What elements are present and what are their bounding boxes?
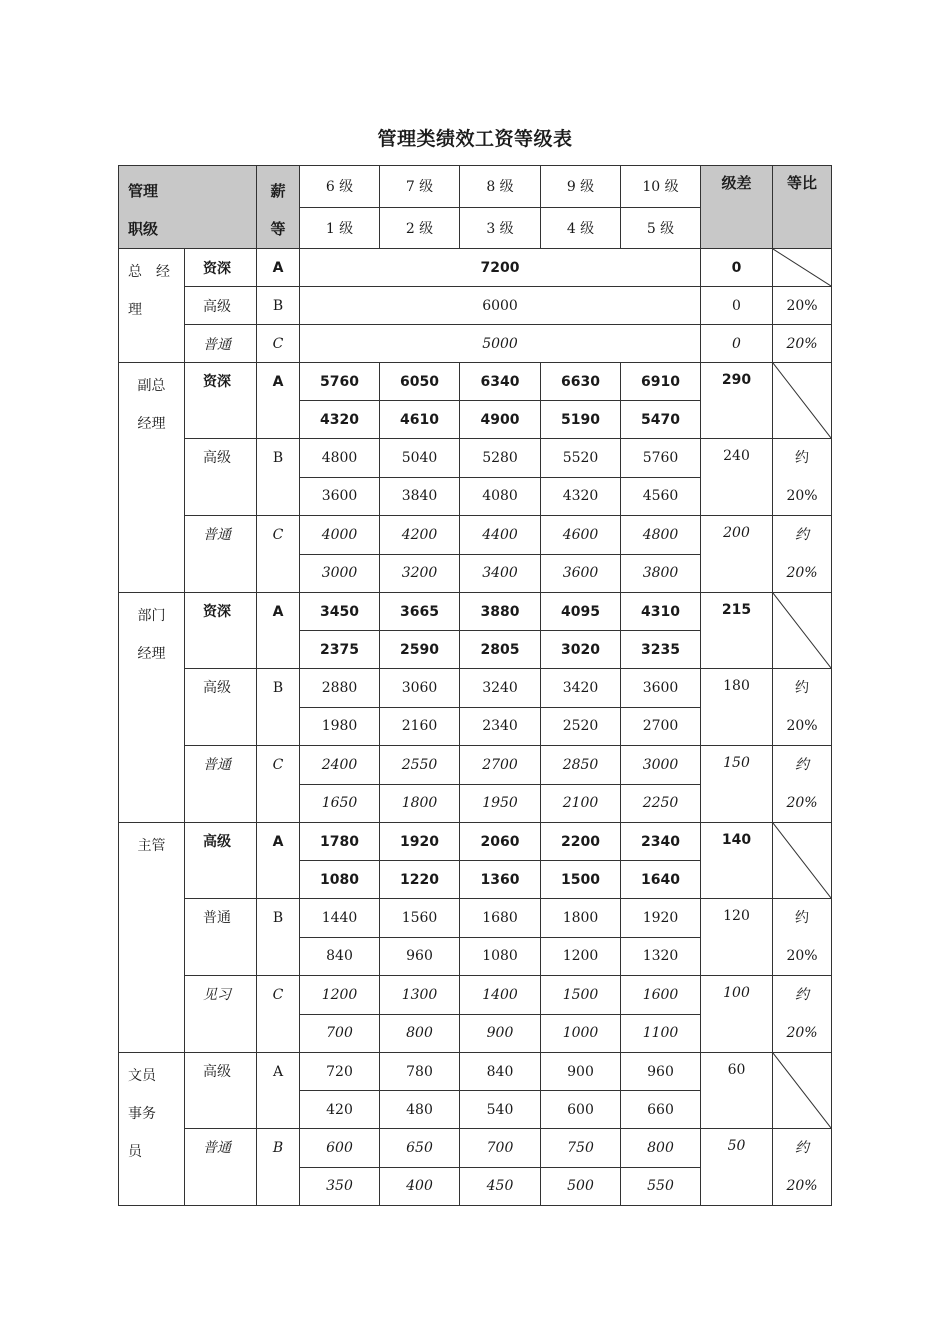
category-line: 副总 — [137, 378, 166, 394]
salary-cell: 650 — [380, 1129, 460, 1168]
ratio-empty-diagonal — [773, 1053, 832, 1129]
salary-cell: 4400 — [460, 516, 541, 555]
salary-cell: 1800 — [541, 899, 621, 938]
pay-code: A — [257, 249, 300, 287]
dm-high-row-1 — [119, 669, 832, 708]
salary-cell: 3060 — [380, 669, 460, 708]
salary-cell: 2400 — [300, 746, 380, 785]
salary-cell: 2250 — [621, 784, 701, 823]
ratio-approx: 约 — [795, 910, 810, 926]
header-row-1 — [119, 166, 832, 208]
salary-cell: 3020 — [541, 631, 621, 669]
salary-cell: 600 — [300, 1129, 380, 1168]
subgrade-label: 高级 — [185, 669, 257, 746]
salary-cell: 2590 — [380, 631, 460, 669]
pay-code: A — [257, 1053, 300, 1129]
salary-cell: 4320 — [300, 401, 380, 439]
salary-cell: 1200 — [300, 976, 380, 1015]
gm-row-normal — [119, 325, 832, 363]
vp-senior-row-1 — [119, 363, 832, 401]
pay-code: A — [257, 593, 300, 669]
pay-code: B — [257, 439, 300, 516]
ratio-approx: 约 — [795, 987, 810, 1003]
grade-diff: 150 — [701, 746, 773, 823]
pay-code: A — [257, 363, 300, 439]
pay-code: A — [257, 823, 300, 899]
salary-cell: 700 — [460, 1129, 541, 1168]
salary-cell: 4610 — [380, 401, 460, 439]
salary-cell: 540 — [460, 1091, 541, 1129]
category-line: 文员 — [128, 1068, 156, 1084]
header-role-line-1: 管理 — [128, 182, 159, 200]
header-pay-line-1: 薪 — [270, 182, 286, 200]
dm-normal-row-1 — [119, 746, 832, 785]
pay-code: C — [257, 746, 300, 823]
dm-senior-row-1 — [119, 593, 832, 631]
ratio-percent: 20% — [786, 1178, 818, 1194]
ratio-value — [773, 1129, 832, 1206]
salary-cell: 1080 — [300, 861, 380, 899]
salary-cell: 960 — [380, 937, 460, 976]
salary-cell: 3800 — [621, 554, 701, 593]
category-line: 总 经 — [128, 264, 170, 280]
salary-cell: 3400 — [460, 554, 541, 593]
salary-cell: 3240 — [460, 669, 541, 708]
salary-cell: 900 — [541, 1053, 621, 1091]
ratio-empty-diagonal — [773, 363, 832, 439]
header-pay-line-2: 等 — [270, 220, 286, 238]
salary-cell: 350 — [300, 1167, 380, 1206]
salary-cell: 3600 — [541, 554, 621, 593]
ratio-value — [773, 976, 832, 1053]
category-line: 部门 — [137, 608, 166, 624]
salary-cell: 1320 — [621, 937, 701, 976]
salary-cell: 1500 — [541, 861, 621, 899]
salary-cell: 2340 — [460, 707, 541, 746]
category-deputy-gm — [119, 363, 185, 593]
subgrade-label: 资深 — [185, 249, 257, 287]
salary-cell: 1400 — [460, 976, 541, 1015]
grade-diff: 0 — [701, 287, 773, 325]
salary-cell: 4080 — [460, 477, 541, 516]
salary-value: 7200 — [300, 249, 701, 287]
subgrade-label: 资深 — [185, 593, 257, 669]
salary-cell: 1920 — [621, 899, 701, 938]
salary-cell: 3600 — [621, 669, 701, 708]
category-line: 经理 — [137, 646, 166, 662]
ratio-empty-diagonal — [773, 593, 832, 669]
category-line: 事务 — [128, 1106, 156, 1122]
salary-cell: 550 — [621, 1167, 701, 1206]
header-pay-grade — [257, 166, 300, 249]
salary-cell: 1440 — [300, 899, 380, 938]
salary-cell: 6910 — [621, 363, 701, 401]
pay-code: B — [257, 287, 300, 325]
sup-normal-row-1 — [119, 899, 832, 938]
salary-cell: 2100 — [541, 784, 621, 823]
salary-cell: 2340 — [621, 823, 701, 861]
subgrade-label: 资深 — [185, 363, 257, 439]
grade-diff: 0 — [701, 249, 773, 287]
ratio-approx: 约 — [795, 757, 810, 773]
subgrade-label: 普通 — [185, 516, 257, 593]
salary-cell: 1200 — [541, 937, 621, 976]
salary-cell: 3600 — [300, 477, 380, 516]
sup-trainee-row-1 — [119, 976, 832, 1015]
subgrade-label: 普通 — [185, 746, 257, 823]
level-header: 8 级 — [460, 166, 541, 208]
pay-code: C — [257, 976, 300, 1053]
subgrade-label: 普通 — [185, 899, 257, 976]
salary-cell: 5040 — [380, 439, 460, 478]
subgrade-label: 普通 — [185, 325, 257, 363]
salary-cell: 1920 — [380, 823, 460, 861]
pay-code: B — [257, 1129, 300, 1206]
salary-cell: 2880 — [300, 669, 380, 708]
salary-cell: 400 — [380, 1167, 460, 1206]
gm-row-high — [119, 287, 832, 325]
ratio-approx: 约 — [795, 527, 810, 543]
subgrade-label: 高级 — [185, 1053, 257, 1129]
header-grade-diff: 级差 — [701, 166, 773, 249]
ratio-approx: 约 — [795, 450, 810, 466]
grade-diff: 140 — [701, 823, 773, 899]
pay-code: B — [257, 899, 300, 976]
vp-high-row-1 — [119, 439, 832, 478]
sup-high-row-1 — [119, 823, 832, 861]
pay-code: C — [257, 325, 300, 363]
salary-cell: 4600 — [541, 516, 621, 555]
salary-grade-table — [118, 165, 832, 1206]
vp-normal-row-1 — [119, 516, 832, 555]
salary-cell: 1980 — [300, 707, 380, 746]
salary-cell: 3840 — [380, 477, 460, 516]
salary-cell: 4800 — [300, 439, 380, 478]
ratio-percent: 20% — [786, 1025, 818, 1041]
salary-cell: 1360 — [460, 861, 541, 899]
subgrade-label: 高级 — [185, 439, 257, 516]
category-supervisor — [119, 823, 185, 1053]
salary-cell: 6050 — [380, 363, 460, 401]
ratio-value: 20% — [773, 287, 832, 325]
grade-diff: 180 — [701, 669, 773, 746]
header-role-level — [119, 166, 257, 249]
category-clerk — [119, 1053, 185, 1206]
salary-cell: 1950 — [460, 784, 541, 823]
grade-diff: 120 — [701, 899, 773, 976]
salary-cell: 2375 — [300, 631, 380, 669]
salary-cell: 4200 — [380, 516, 460, 555]
salary-cell: 3235 — [621, 631, 701, 669]
salary-cell: 4095 — [541, 593, 621, 631]
ratio-approx: 约 — [795, 680, 810, 696]
salary-cell: 3000 — [621, 746, 701, 785]
salary-cell: 2200 — [541, 823, 621, 861]
ratio-approx: 约 — [795, 1140, 810, 1156]
salary-cell: 3420 — [541, 669, 621, 708]
subgrade-label: 普通 — [185, 1129, 257, 1206]
category-department-manager — [119, 593, 185, 823]
salary-cell: 1300 — [380, 976, 460, 1015]
salary-cell: 3000 — [300, 554, 380, 593]
salary-cell: 4000 — [300, 516, 380, 555]
pay-code: C — [257, 516, 300, 593]
salary-cell: 3665 — [380, 593, 460, 631]
salary-cell: 900 — [460, 1014, 541, 1053]
salary-cell: 2805 — [460, 631, 541, 669]
salary-cell: 4800 — [621, 516, 701, 555]
ratio-percent: 20% — [786, 718, 818, 734]
ratio-value — [773, 899, 832, 976]
gm-row-senior — [119, 249, 832, 287]
grade-diff: 60 — [701, 1053, 773, 1129]
salary-cell: 4310 — [621, 593, 701, 631]
salary-cell: 1780 — [300, 823, 380, 861]
salary-cell: 3200 — [380, 554, 460, 593]
grade-diff: 100 — [701, 976, 773, 1053]
salary-value: 6000 — [300, 287, 701, 325]
salary-cell: 4900 — [460, 401, 541, 439]
salary-cell: 800 — [380, 1014, 460, 1053]
ratio-percent: 20% — [786, 948, 818, 964]
salary-cell: 2700 — [460, 746, 541, 785]
salary-cell: 1650 — [300, 784, 380, 823]
ratio-empty-diagonal — [773, 249, 832, 287]
grade-diff: 50 — [701, 1129, 773, 1206]
level-header: 9 级 — [541, 166, 621, 208]
salary-cell: 660 — [621, 1091, 701, 1129]
salary-cell: 700 — [300, 1014, 380, 1053]
ratio-value — [773, 516, 832, 593]
salary-cell: 1100 — [621, 1014, 701, 1053]
level-header: 6 级 — [300, 166, 380, 208]
salary-cell: 600 — [541, 1091, 621, 1129]
clerk-normal-row-1 — [119, 1129, 832, 1168]
salary-value: 5000 — [300, 325, 701, 363]
salary-cell: 4560 — [621, 477, 701, 516]
salary-cell: 1080 — [460, 937, 541, 976]
salary-cell: 1500 — [541, 976, 621, 1015]
ratio-percent: 20% — [786, 488, 818, 504]
salary-cell: 2700 — [621, 707, 701, 746]
salary-cell: 1800 — [380, 784, 460, 823]
level-header: 2 级 — [380, 207, 460, 249]
salary-cell: 780 — [380, 1053, 460, 1091]
salary-cell: 3880 — [460, 593, 541, 631]
salary-cell: 5190 — [541, 401, 621, 439]
subgrade-label: 见习 — [185, 976, 257, 1053]
salary-cell: 750 — [541, 1129, 621, 1168]
grade-diff: 290 — [701, 363, 773, 439]
salary-cell: 5520 — [541, 439, 621, 478]
salary-cell: 1640 — [621, 861, 701, 899]
header-role-line-2: 职级 — [128, 220, 159, 238]
salary-cell: 2160 — [380, 707, 460, 746]
subgrade-label: 高级 — [185, 287, 257, 325]
category-line: 主管 — [137, 838, 166, 854]
level-header: 7 级 — [380, 166, 460, 208]
ratio-value — [773, 746, 832, 823]
level-header: 4 级 — [541, 207, 621, 249]
grade-diff: 200 — [701, 516, 773, 593]
salary-cell: 6340 — [460, 363, 541, 401]
category-line: 员 — [128, 1144, 142, 1160]
salary-cell: 6630 — [541, 363, 621, 401]
level-header: 1 级 — [300, 207, 380, 249]
grade-diff: 0 — [701, 325, 773, 363]
salary-cell: 1560 — [380, 899, 460, 938]
salary-cell: 450 — [460, 1167, 541, 1206]
level-header: 5 级 — [621, 207, 701, 249]
salary-cell: 1680 — [460, 899, 541, 938]
level-header: 10 级 — [621, 166, 701, 208]
page-title: 管理类绩效工资等级表 — [377, 128, 573, 150]
salary-cell: 420 — [300, 1091, 380, 1129]
category-general-manager — [119, 249, 185, 363]
category-line: 理 — [128, 302, 142, 318]
ratio-value — [773, 439, 832, 516]
subgrade-label: 高级 — [185, 823, 257, 899]
ratio-percent: 20% — [786, 795, 818, 811]
ratio-empty-diagonal — [773, 823, 832, 899]
salary-cell: 5760 — [300, 363, 380, 401]
salary-cell: 840 — [300, 937, 380, 976]
salary-cell: 1600 — [621, 976, 701, 1015]
ratio-value: 20% — [773, 325, 832, 363]
salary-cell: 500 — [541, 1167, 621, 1206]
ratio-percent: 20% — [786, 565, 818, 581]
salary-cell: 1220 — [380, 861, 460, 899]
salary-cell: 5280 — [460, 439, 541, 478]
salary-cell: 2550 — [380, 746, 460, 785]
salary-cell: 840 — [460, 1053, 541, 1091]
ratio-value — [773, 669, 832, 746]
salary-cell: 4320 — [541, 477, 621, 516]
salary-cell: 5760 — [621, 439, 701, 478]
category-line: 经理 — [137, 416, 166, 432]
salary-cell: 2850 — [541, 746, 621, 785]
header-ratio: 等比 — [773, 166, 832, 249]
salary-cell: 720 — [300, 1053, 380, 1091]
grade-diff: 215 — [701, 593, 773, 669]
grade-diff: 240 — [701, 439, 773, 516]
salary-cell: 2060 — [460, 823, 541, 861]
salary-cell: 960 — [621, 1053, 701, 1091]
salary-cell: 2520 — [541, 707, 621, 746]
salary-cell: 480 — [380, 1091, 460, 1129]
salary-cell: 800 — [621, 1129, 701, 1168]
clerk-high-row-1 — [119, 1053, 832, 1091]
pay-code: B — [257, 669, 300, 746]
salary-cell: 5470 — [621, 401, 701, 439]
salary-cell: 3450 — [300, 593, 380, 631]
salary-cell: 1000 — [541, 1014, 621, 1053]
level-header: 3 级 — [460, 207, 541, 249]
